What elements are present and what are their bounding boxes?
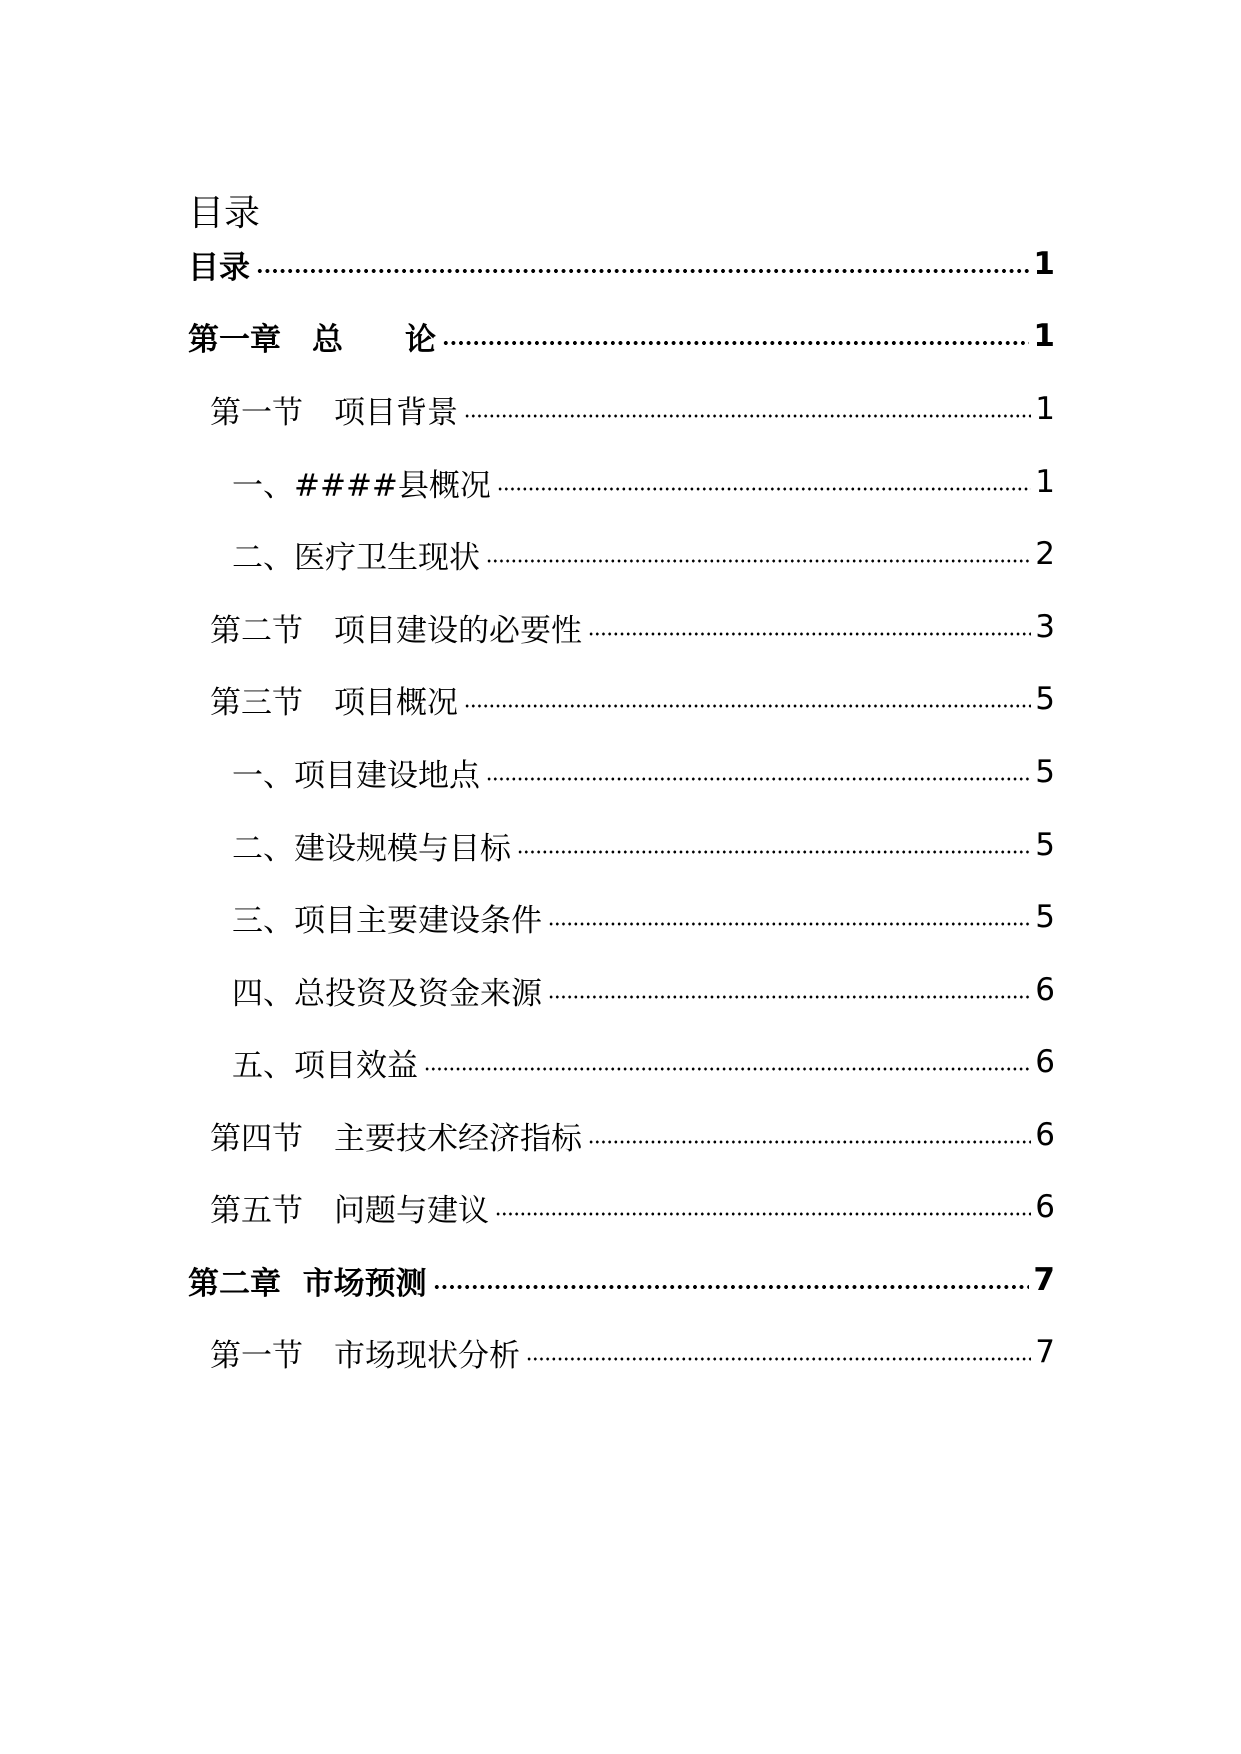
- toc-page-number: 2: [1035, 536, 1055, 572]
- toc-entry-ch1-s3-item-2[interactable]: [232, 820, 1055, 870]
- toc-entry-label: 第二章 市场预测: [188, 1265, 427, 1302]
- toc-entry-label: 一、####县概况: [232, 467, 491, 504]
- toc-entry-label: 第五节 问题与建议: [210, 1192, 489, 1229]
- toc-page-number: 1: [1033, 246, 1055, 282]
- toc-entry-label: 一、项目建设地点: [232, 757, 480, 794]
- toc-entry-chapter-2[interactable]: [188, 1255, 1055, 1305]
- toc-page-number: 5: [1035, 899, 1055, 935]
- toc-entry-ch1-s3-item-5[interactable]: [232, 1037, 1055, 1087]
- toc-leader-dots: [588, 632, 1031, 636]
- toc-leader-dots: [433, 1285, 1030, 1289]
- toc-entry-ch1-s1-item-2[interactable]: [232, 529, 1055, 579]
- toc-page-number: 1: [1035, 391, 1055, 427]
- toc-leader-dots: [517, 850, 1031, 854]
- toc-leader-dots: [497, 487, 1031, 491]
- toc-page-number: 6: [1035, 972, 1055, 1008]
- toc-entry-label: 第四节 主要技术经济指标: [210, 1120, 582, 1157]
- toc-page-number: 3: [1035, 609, 1055, 645]
- toc-entry-ch1-s3-item-3[interactable]: [232, 892, 1055, 942]
- toc-page-number: 6: [1035, 1189, 1055, 1225]
- toc-leader-dots: [548, 922, 1031, 926]
- toc-entry-label: 第二节 项目建设的必要性: [210, 612, 582, 649]
- toc-page-number: 6: [1035, 1117, 1055, 1153]
- toc-page-number: 1: [1035, 464, 1055, 500]
- toc-entry-label: 二、医疗卫生现状: [232, 539, 480, 576]
- toc-page-number: 5: [1035, 681, 1055, 717]
- toc-leader-dots: [486, 777, 1031, 781]
- toc-leader-dots: [495, 1212, 1031, 1216]
- toc-entry-ch1-section-3[interactable]: [210, 674, 1055, 724]
- toc-entry-chapter-1[interactable]: [188, 311, 1055, 361]
- toc-page-number: 1: [1033, 318, 1055, 354]
- toc-entry-ch2-section-1[interactable]: [210, 1327, 1055, 1377]
- toc-page-number: 5: [1035, 754, 1055, 790]
- toc-leader-dots: [588, 1140, 1031, 1144]
- toc-entry-ch1-section-5[interactable]: [210, 1182, 1055, 1232]
- toc-entry-label: 第一章 总 论: [188, 321, 436, 358]
- toc-entry-ch1-s1-item-1[interactable]: [232, 457, 1055, 507]
- toc-leader-dots: [464, 704, 1031, 708]
- toc-page-number: 5: [1035, 827, 1055, 863]
- toc-entry-ch1-section-4[interactable]: [210, 1110, 1055, 1160]
- toc-leader-dots: [424, 1067, 1031, 1071]
- toc-entry-contents[interactable]: [188, 239, 1055, 289]
- toc-entry-ch1-section-2[interactable]: [210, 602, 1055, 652]
- toc-entry-label: 第三节 项目概况: [210, 684, 458, 721]
- toc-entry-label: 四、总投资及资金来源: [232, 975, 542, 1012]
- toc-leader-dots: [442, 341, 1029, 345]
- toc-entry-ch1-s3-item-4[interactable]: [232, 965, 1055, 1015]
- toc-entry-ch1-section-1[interactable]: [210, 384, 1055, 434]
- toc-page-number: 6: [1035, 1044, 1055, 1080]
- toc-entry-ch1-s3-item-1[interactable]: [232, 747, 1055, 797]
- toc-page-number: 7: [1033, 1262, 1055, 1298]
- toc-entry-label: 五、项目效益: [232, 1047, 418, 1084]
- toc-entry-label: 第一节 项目背景: [210, 394, 458, 431]
- toc-leader-dots: [464, 414, 1031, 418]
- toc-leader-dots: [548, 995, 1031, 999]
- toc-entry-label: 第一节 市场现状分析: [210, 1337, 520, 1374]
- toc-leader-dots: [486, 559, 1031, 563]
- toc-entry-label: 三、项目主要建设条件: [232, 902, 542, 939]
- toc-entry-label: 目录: [188, 249, 250, 286]
- toc-entry-label: 二、建设规模与目标: [232, 830, 511, 867]
- toc-heading: 目录: [188, 193, 261, 234]
- toc-leader-dots: [256, 269, 1029, 273]
- toc-page-number: 7: [1035, 1334, 1055, 1370]
- toc-leader-dots: [526, 1357, 1031, 1361]
